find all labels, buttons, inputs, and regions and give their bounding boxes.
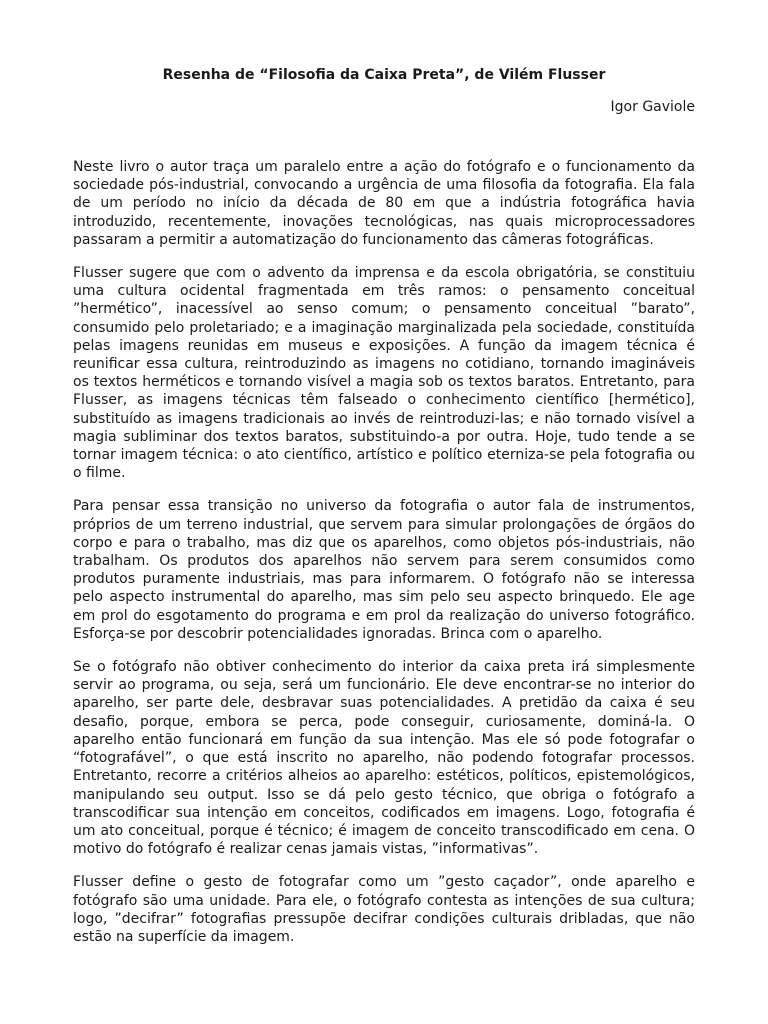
paragraph: Neste livro o autor traça um paralelo entre a ação do fotógrafo e o funcionamento da sociedade pós-industrial, convocando a urgência de uma filosofia da fotografia. Ela fala de um período no início da década de 80 em que a indústria fotográfica havia introduzido, recentemente, inovações tecnológicas, nas quais microprocessadores passaram a permitir a automatização do funcionamento das câmeras fotográficas. — [73, 159, 695, 248]
paragraph: Flusser sugere que com o advento da imprensa e da escola obrigatória, se constituiu uma cultura ocidental fragmentada em três ramos: o pensamento conceitual ”hermético”, inacessível ao senso comum; o pensamento conceitual ”barato”, consumido pelo proletariado; e a imaginação marginalizada pela sociedade, constituída pelas imagens reunidas em museus e exposições. A função da imagem técnica é reunificar essa cultura, reintroduzindo as imagens no cotidiano, tornando imagináveis os textos herméticos e tornando visível a magia sob os textos baratos. Entretanto, para Flusser, as imagens técnicas têm falseado o conhecimento científico [hermético], substituído as imagens tradicionais ao invés de reintroduzi-las; e não tornado visível a magia subliminar dos textos baratos, substituindo-a por outra. Hoje, tudo tende a se tornar imagem técnica: o ato científico, artístico e político eterniza-se pela fotografia ou o filme. — [73, 265, 695, 482]
paragraph: Para pensar essa transição no universo da fotografia o autor fala de instrumentos, próprios de um terreno industrial, que servem para simular prolongações de órgãos do corpo e para o trabalho, mas diz que os aparelhos, como objetos pós-industriais, não trabalham. Os produtos dos aparelhos não servem para serem consumidos como produtos puramente industriais, mas para informarem. O fotógrafo não se interessa pelo aspecto instrumental do aparelho, mas sim pelo seu aspecto brinquedo. Ele age em prol do esgotamento do programa e em prol da realização do universo fotográfico. Esforça-se por descobrir potencialidades ignoradas. Brinca com o aparelho. — [73, 498, 695, 642]
document-title: Resenha de “Filosofia da Caixa Preta”, de Vilém Flusser — [162, 67, 606, 83]
paragraph: Flusser define o gesto de fotografar como um ”gesto caçador”, onde aparelho e fotógrafo são uma unidade. Para ele, o fotógrafo contesta as intenções de sua cultura; logo, ”decifrar” fotografias pressupõe decifrar condições culturais dribladas, que não estão na superfície da imagem. — [73, 874, 695, 945]
author-name: Igor Gaviole — [610, 99, 695, 115]
document-body — [73, 158, 695, 961]
paragraph: Se o fotógrafo não obtiver conhecimento do interior da caixa preta irá simplesmente servir ao programa, ou seja, será um funcionário. Ele deve encontrar-se no interior do aparelho, ser parte dele, desbravar suas potencialidades. A pretidão da caixa é seu desafio, porque, embora se perca, pode conseguir, curiosamente, dominá-la. O aparelho então funcionará em função da sua intenção. Mas ele só pode fotografar o “fotografável”, o que está inscrito no aparelho, não podendo fotografar processos. Entretanto, recorre a critérios alheios ao aparelho: estéticos, políticos, epistemológicos, manipulando seu output. Isso se dá pelo gesto técnico, que obriga o fotógrafo a transcodificar sua intenção em conceitos, codificados em imagens. Logo, fotografia é um ato conceitual, porque é técnico; é imagem de conceito transcodificado em cena. O motivo do fotógrafo é realizar cenas jamais vistas, ”informativas”. — [73, 659, 695, 858]
